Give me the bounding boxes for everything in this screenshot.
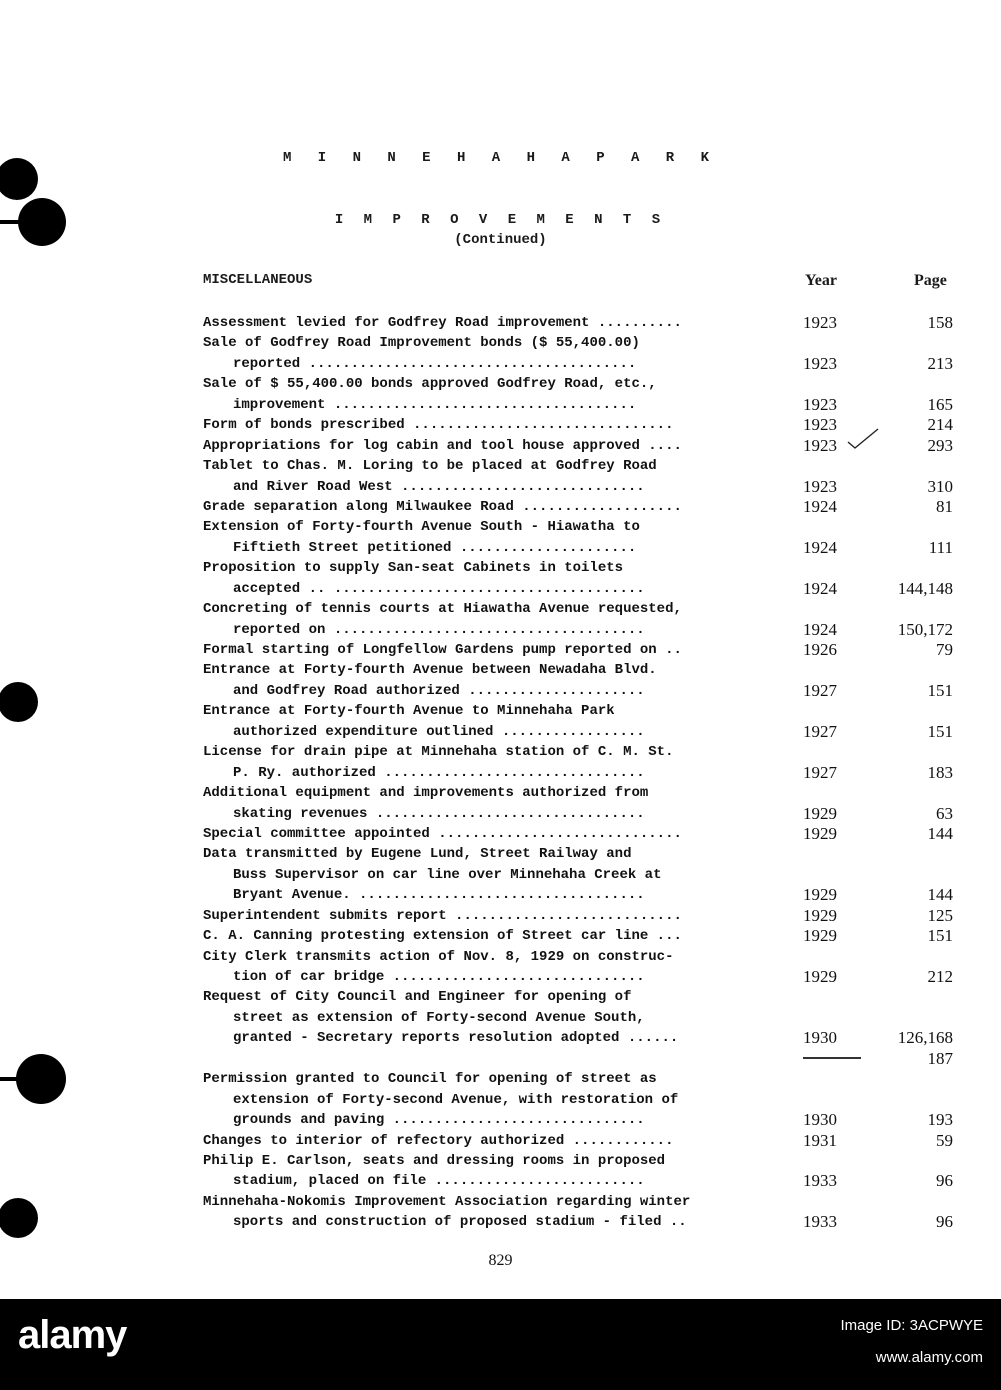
entry-description: extension of Forty-second Avenue, with restoration of [233,1091,679,1108]
entry-line [203,947,963,967]
entry-line [203,906,963,926]
entry-line [203,1192,963,1212]
entry-page: 144 [927,823,953,843]
entry-year: 1929 [803,905,837,925]
entry-line [203,967,963,987]
entry-page: 151 [927,680,953,700]
footer-url: www.alamy.com [875,1349,983,1366]
entry-description: granted - Secretary reports resolution adopted ...... [233,1030,679,1047]
entry-year: 1923 [803,394,837,414]
entry-line [203,538,963,558]
entry-page: 126,168 [897,1028,953,1048]
entry-line [203,701,963,721]
entry-description: Special committee appointed ............................. [203,825,682,842]
checkmark-icon [846,426,880,452]
entry-page: 158 [927,313,953,332]
binder-hole-middle [0,682,38,722]
entry-page: 151 [927,926,953,946]
entry-page: 187 [927,1048,953,1068]
entry-line [203,742,963,762]
entry-description: and Godfrey Road authorized ..................... [233,682,645,699]
document-title: M I N N E H A H A P A R K [282,150,719,166]
entry-page: 151 [927,721,953,741]
entry-description: Changes to interior of refectory authorized ............ [203,1132,674,1149]
column-header-page: Page [914,272,947,289]
entry-page: 212 [927,967,953,986]
entry-line [203,579,963,599]
entry-description: sports and construction of proposed stadium - filed .. [233,1214,687,1231]
entry-line [203,558,963,578]
entry-year: 1930 [803,1028,837,1048]
section-heading: I M P R O V E M E N T S [334,212,667,228]
column-header-year: Year [805,272,837,289]
entry-description: Minnehaha-Nokomis Improvement Association regarding winter [203,1193,691,1210]
entry-line [203,354,963,374]
entry-line [203,885,963,905]
entry-year: 1926 [803,640,837,659]
entry-page: 183 [927,762,953,782]
entry-description: grounds and paving .............................. [233,1112,645,1129]
entry-year: 1923 [803,353,837,373]
entry-description: Assessment levied for Godfrey Road improvement .......... [203,315,682,331]
entry-page: 144,148 [897,578,953,598]
entry-description: Additional equipment and improvements authorized from [203,785,649,802]
entry-description: Tablet to Chas. M. Loring to be placed at Godfrey Road [203,458,657,475]
entry-year: 1923 [803,415,837,435]
image-id: Image ID: 3ACPWYE [840,1317,983,1334]
entry-page: 79 [936,640,953,659]
entry-line [203,374,963,394]
entry-description: Entrance at Forty-fourth Avenue to Minnehaha Park [203,703,615,720]
entry-year: 1929 [803,926,837,946]
entry-year: 1924 [803,619,837,639]
entry-line [203,599,963,619]
entry-year: 1931 [803,1130,837,1150]
entry-line [203,1110,963,1130]
entry-line [203,333,963,353]
entry-description: tion of car bridge .............................. [233,969,645,985]
entry-description: Request of City Council and Engineer for opening of [203,989,632,1006]
entry-line [203,926,963,946]
entry-line [203,1171,963,1191]
entry-page: 96 [936,1171,953,1191]
entry-page: 111 [928,537,953,557]
entry-page: 293 [927,435,953,455]
entry-description: Appropriations for log cabin and tool house approved .... [203,437,682,454]
entry-description: Philip E. Carlson, seats and dressing rooms in proposed [203,1152,666,1169]
entry-description: Fiftieth Street petitioned ..................... [233,539,637,556]
entry-description: Form of bonds prescribed ............................... [203,417,674,434]
entry-description: improvement .................................... [233,396,637,413]
entry-line [203,824,963,844]
brand-logo: alamy [18,1313,127,1357]
entry-year: 1924 [803,537,837,557]
entry-description: Formal starting of Longfellow Gardens pump reported on .. [203,642,682,658]
entry-description: P. Ry. authorized ............................... [233,764,645,781]
entry-year: 1930 [803,1110,837,1130]
entry-page: 125 [927,905,953,925]
entry-line [203,783,963,803]
entry-page: 193 [927,1110,953,1130]
entry-description: skating revenues ................................ [233,805,645,822]
page-number: 829 [488,1252,513,1269]
entry-line [203,660,963,680]
column-header-section: MISCELLANEOUS [203,272,313,288]
handwritten-rule [803,1057,861,1059]
entry-description: Grade separation along Milwaukee Road ................... [203,498,682,515]
entry-line [203,517,963,537]
entry-line [203,620,963,640]
entry-page: 63 [936,803,953,823]
entry-line [203,722,963,742]
entry-description: Permission granted to Council for opening of street as [203,1071,657,1088]
entry-line [203,763,963,783]
entry-description: Superintendent submits report ........................... [203,907,682,924]
entry-description: street as extension of Forty-second Avenue South, [233,1009,645,1026]
entry-line [203,987,963,1007]
entry-year: 1933 [803,1171,837,1191]
section-subheading: (Continued) [454,232,547,248]
entry-year: 1929 [803,803,837,823]
entry-year: 1929 [803,967,837,986]
entry-line [203,313,963,333]
entry-description: Buss Supervisor on car line over Minnehaha Creek at [233,866,662,883]
watermark-footer [0,1299,1001,1390]
entry-line [203,1008,963,1028]
entry-description: Bryant Avenue. .................................. [233,887,645,904]
entry-description: stadium, placed on file ......................... [233,1173,645,1190]
entry-page: 310 [927,476,953,496]
binder-hole-tail-lower [0,1077,20,1081]
entry-line [203,1151,963,1171]
entry-line [203,395,963,415]
entry-year: 1924 [803,496,837,516]
entry-description: C. A. Canning protesting extension of Street car line ... [203,928,682,945]
entry-line [203,804,963,824]
entry-description: City Clerk transmits action of Nov. 8, 1929 on construc- [203,948,674,965]
entry-line [203,1090,963,1110]
entry-page: 81 [936,496,953,516]
binder-hole-bottom-1 [16,1054,66,1104]
entry-page: 96 [936,1212,953,1232]
entry-line [203,1028,963,1048]
entry-line [203,1131,963,1151]
entry-description: Sale of $ 55,400.00 bonds approved Godfrey Road, etc., [203,376,657,393]
entry-year: 1923 [803,435,837,455]
entry-year: 1929 [803,823,837,843]
entry-page: 150,172 [897,619,953,639]
entry-line [203,456,963,476]
entry-year: 1927 [803,680,837,700]
entry-page: 214 [927,415,953,435]
entry-description: Sale of Godfrey Road Improvement bonds ($ 55,400.00) [203,335,640,352]
entry-description: reported on ..................................... [233,621,645,638]
entry-line [203,1069,963,1089]
entry-year: 1923 [803,313,837,332]
binder-hole-bottom-2 [0,1198,38,1238]
entry-description: Entrance at Forty-fourth Avenue between Newadaha Blvd. [203,662,657,679]
entry-description: and River Road West ............................. [233,478,645,495]
entry-year: 1929 [803,885,837,905]
entry-description: reported ....................................... [233,355,637,372]
entry-description: Data transmitted by Eugene Lund, Street Railway and [203,846,632,863]
entry-line [203,497,963,517]
entry-line [203,865,963,885]
entry-line [203,477,963,497]
entry-page: 165 [927,394,953,414]
entry-year: 1927 [803,721,837,741]
entry-line [203,844,963,864]
entry-year: 1933 [803,1212,837,1232]
entry-year: 1927 [803,762,837,782]
entry-description: accepted .. ..................................... [233,580,645,597]
entry-description: authorized expenditure outlined ................. [233,723,645,740]
entry-year: 1924 [803,578,837,598]
entry-page: 144 [927,885,953,905]
entry-line [203,681,963,701]
entry-line [203,1212,963,1232]
entry-line [203,640,963,660]
entry-page: 213 [927,353,953,373]
entry-description: License for drain pipe at Minnehaha station of C. M. St. [203,744,674,761]
entry-year: 1923 [803,476,837,496]
entry-description: Concreting of tennis courts at Hiawatha Avenue requested, [203,601,682,618]
entry-description: Extension of Forty-fourth Avenue South - Hiawatha to [203,519,640,536]
entry-description: Proposition to supply San-seat Cabinets in toilets [203,560,624,577]
entry-page: 59 [936,1130,953,1150]
